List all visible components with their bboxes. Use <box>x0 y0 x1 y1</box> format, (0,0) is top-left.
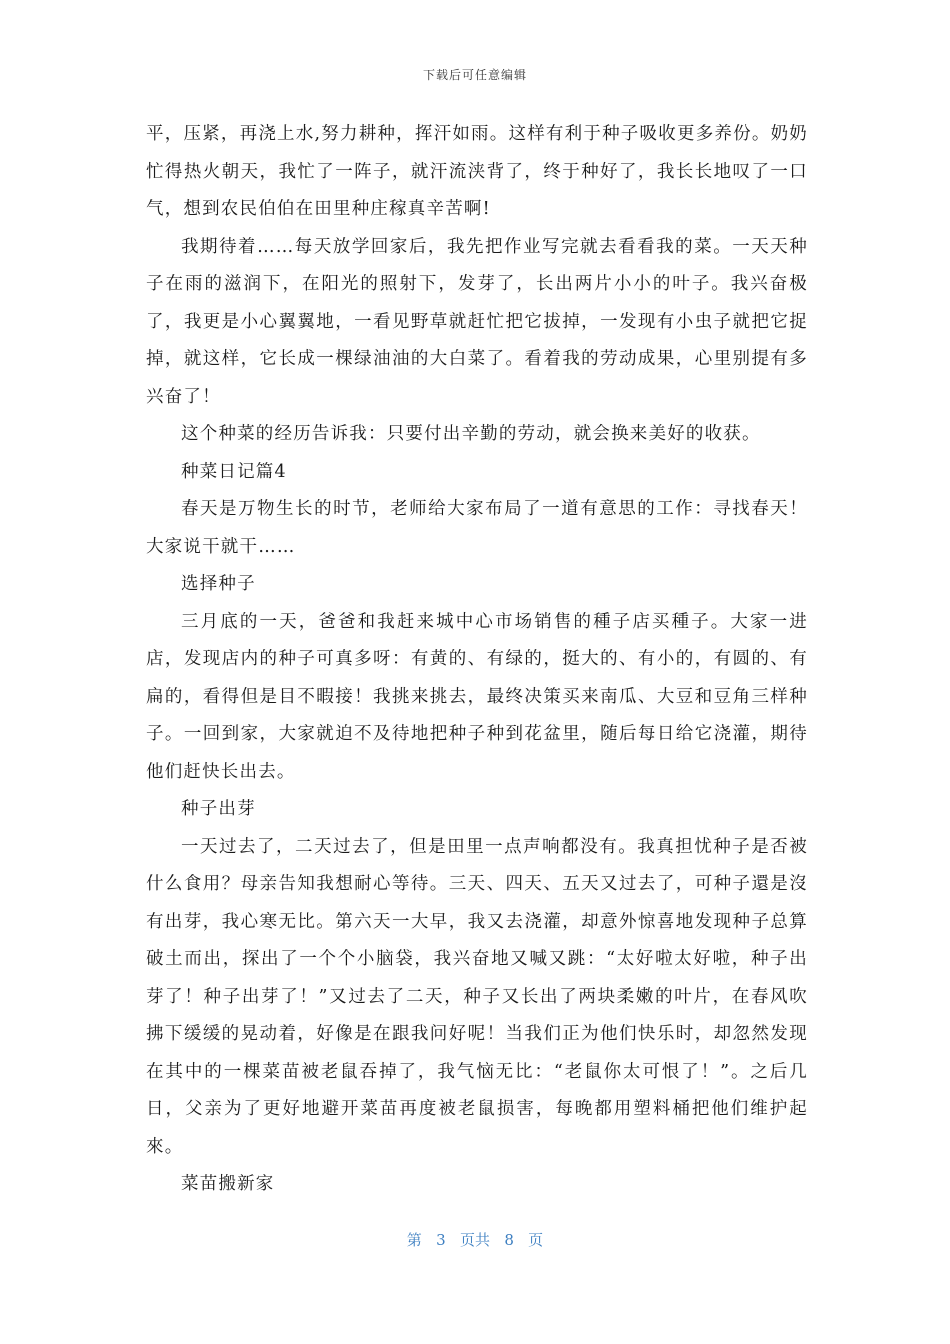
footer-prefix: 第 <box>406 1231 422 1249</box>
page-footer <box>0 1229 950 1250</box>
page-header: 下载后可任意编辑 <box>422 68 527 82</box>
section-heading: 选择种子 <box>181 574 256 594</box>
paragraph: 一天过去了，二天过去了，但是田里一点声响都没有。我真担忧种子是否被什么食用？母亲告知我想耐心等待。三天、四天、五天又过去了，可种子還是沒有出芽，我心寒无比。第六天一大早，我又去浇灌，却意外惊喜地发现种子总算破土而出，探出了一个个小脑袋，我兴奋地又喊又跳：“太好啦太好啦，种子出芽了！种子出芽了！”又过去了二天，种子又长出了两块柔嫩的叶片，在春风吹拂下缓缓的晃动着，好像是在跟我问好呢！当我们正为他们快乐时，却忽然发现在其中的一棵菜苗被老鼠吞掉了，我气恼无比：“老鼠你太可恨了！”。之后几日，父亲为了更好地避开菜苗再度被老鼠损害，每晚都用塑料桶把他们维护起來。 <box>146 836 808 1157</box>
paragraph: 三月底的一天，爸爸和我赶来城中心市场销售的種子店买種子。大家一进店，发现店内的种子可真多呀：有黄的、有绿的，挺大的、有小的，有圆的、有扁的，看得但是目不暇接！我挑来挑去，最终决策买来南瓜、大豆和豆角三样种子。一回到家，大家就迫不及待地把种子种到花盆里，随后每日给它浇灌，期待他们赶快长出去。 <box>146 611 808 782</box>
paragraph: 平，压紧，再浇上水,努力耕种，挥汗如雨。这样有利于种子吸收更多养份。奶奶忙得热火朝天，我忙了一阵子，就汗流浃背了，终于种好了，我长长地叹了一口气，想到农民伯伯在田里种庄稼真辛苦啊! <box>146 124 808 219</box>
paragraph: 我期待着……每天放学回家后，我先把作业写完就去看看我的菜。一天天种子在雨的滋润下，在阳光的照射下，发芽了，长出两片小小的叶子。我兴奋极了，我更是小心翼翼地，一看见野草就赶忙把它拔掉，一发现有小虫子就把它捉掉，就这样，它长成一棵绿油油的大白菜了。看着我的劳动成果，心里别提有多兴奋了！ <box>146 236 808 407</box>
section-heading: 种菜日记篇4 <box>181 461 287 482</box>
paragraph: 这个种菜的经历告诉我：只要付出辛勤的劳动，就会换来美好的收获。 <box>181 424 761 444</box>
footer-suffix: 页 <box>528 1231 544 1249</box>
paragraph: 春天是万物生长的时节，老师给大家布局了一道有意思的工作：寻找春天！大家说干就干…… <box>146 499 808 557</box>
section-heading: 菜苗搬新家 <box>181 1174 275 1194</box>
section-heading: 种子出芽 <box>181 799 256 819</box>
total-pages-number: 8 <box>504 1231 514 1249</box>
document-body <box>146 116 808 1204</box>
current-page-number: 3 <box>436 1231 446 1249</box>
footer-middle: 页共 <box>459 1231 490 1249</box>
